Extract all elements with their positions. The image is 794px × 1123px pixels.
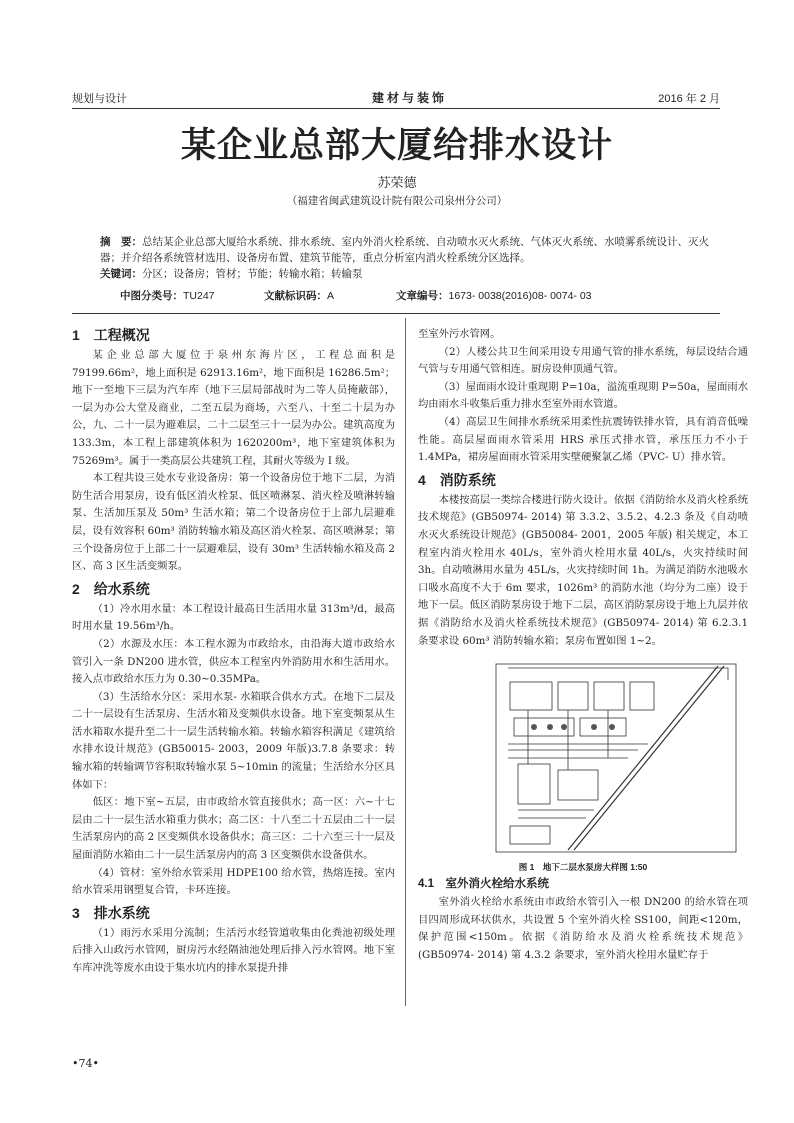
affiliation: （福建省闽武建筑设计院有限公司泉州分公司） — [286, 195, 508, 207]
abstract-body — [100, 234, 710, 266]
page-number: •74• — [72, 1057, 99, 1070]
paragraph: （4）管材：室外给水管采用 HDPE100 给水管，热熔连接。室内给水管采用钢塑复合管，卡环连接。 — [72, 866, 395, 897]
equipment-block — [630, 682, 654, 710]
abstract-text: 总结某企业总部大厦给水系统、排水系统、室内外消火栓系统、自动喷水灭火系统、气体灭火系统、水喷雾系统设计、灭火器；并介绍各系统管材选用、设备房布置、建筑节能等，重点分析室内消火栓系统分区选择。 — [100, 236, 709, 264]
pump-symbol — [547, 724, 553, 730]
journal-logo: 建材与装饰 — [372, 91, 448, 105]
article-number: 文章编号：1673- 0038(2016)08- 0074- 03 — [396, 290, 592, 302]
paragraph: （1）冷水用水量：本工程设计最高日生活用水量 313m³/d，最高时用水量 19.56m³/h。 — [72, 602, 395, 633]
pump-symbol — [531, 724, 537, 730]
pump-group — [580, 718, 626, 736]
header-section: 规划与设计 — [72, 93, 127, 105]
paragraph: （2）人楼公共卫生间采用设专用通气管的排水系统，每层设结合通气管与专用通气管相连。厨房设伸顶通气管。 — [418, 345, 748, 376]
pump-symbol — [609, 724, 615, 730]
abstract — [100, 234, 710, 282]
tank-block — [558, 770, 598, 800]
section-heading: 3 排水系统 — [72, 904, 150, 921]
paragraph: （1）雨污水采用分流制；生活污水经管道收集由化粪池初级处理后排入山政污水管网，厨房污水经隔油池处理后排入污水管网。地下室车库冲洗等废水由设于集水坑内的排水泵提升排 — [72, 926, 395, 974]
equipment-block — [558, 682, 588, 710]
tank-block — [518, 764, 550, 804]
column-divider — [405, 318, 406, 1006]
sump — [510, 826, 550, 844]
running-header — [72, 90, 720, 110]
right-column — [418, 326, 748, 964]
keywords: 分区；设备房；管材；节能；转输水箱；转输泵 — [142, 268, 363, 280]
paragraph: （3）生活给水分区：采用水泵- 水箱联合供水方式。在地下二层及二十一层设有生活泵房、生活水箱及变频供水设备。地下室变频泵从生活水箱取水提升至二十一层生活转输水箱。转输水箱容积满足《建筑给水排水设计规范》(GB50015- 2003，2009 年版)3.7.8 条要求：转输水箱的转输调节容积取转输水泵 5~10min 的流量；生活给水分区具体如下： — [72, 690, 395, 791]
article-title: 某企业总部大厦给排水设计 — [180, 125, 613, 166]
equipment-block — [594, 682, 624, 710]
header-rule — [72, 108, 720, 109]
floor-plan-svg — [418, 658, 748, 858]
section-heading: 1 工程概况 — [72, 327, 150, 343]
paragraph: 低区：地下室~五层，由市政给水管直接供水；高一区：六~十七层由二十一层生活水箱重力供水；高二区：十八至二十五层由二十一层生活泵房内的高 2 区变频供水设备供水；高三区：二十六至三十一层及屋面消防水箱由二十一层生活泵房内的高 3 区变频供水设备供水。 — [72, 796, 395, 862]
pump-symbol — [591, 724, 597, 730]
clc-number: 中图分类号：TU247 — [120, 290, 215, 302]
paragraph: 至室外污水管网。 — [418, 328, 501, 340]
pump-symbol — [561, 724, 567, 730]
doc-code: 文献标识码：A — [264, 290, 335, 302]
keywords-line — [100, 266, 710, 282]
keywords-label: 关键词： — [100, 268, 142, 280]
subsection-heading: 4.1 室外消火栓给水系统 — [418, 878, 549, 891]
paragraph: 某企业总部大厦位于泉州东海片区，工程总面积是 79199.66m²，地上面积是 62913.16m²，地下面积是 16286.5m²；地下一至地下三层为汽车库（地下三层局部战时为二等人员掩蔽部），一层为办公大堂及商业，二至五层为商场，六至八、十至二十层为办公，九、二十一层为避难层，二十二层至三十一层为办公。建筑高度为 133.3m，本工程上部建筑体积为 1620200m³，地下室建筑体积为 75269m³。属于一类高层公共建筑工程，其耐火等级为 I 级。 — [72, 349, 395, 467]
paragraph: （4）高层卫生间排水系统采用柔性抗震铸铁排水管，具有消音低噪性能。高层屋面雨水管采用 HRS 承压式排水管，承压压力不小于 1.4MPa，裙房屋面雨水管采用实壁硬聚氯乙烯（PVC- U）排水管。 — [418, 415, 748, 464]
section-heading: 4 消防系统 — [418, 471, 496, 488]
paragraph: 本工程共设三处水专业设备房：第一个设备房位于地下二层，为消防生活合用泵房，设有低区消火栓泵、低区喷淋泵、消火栓及喷淋转输泵、生活加压泵及 50m³ 生活水箱；第二个设备房位于上部九层避难层，设有效容积 60m³ 消防转输水箱及高区消火栓泵、高区喷淋泵；第三个设备房位于上部二十一层避难层，设有 30m³ 生活转输水箱及高 2 区、高 3 区生活变频泵。 — [72, 472, 395, 573]
abstract-label: 摘 要： — [100, 236, 142, 248]
author: 苏荣德 — [377, 176, 417, 191]
wall-line — [508, 668, 728, 680]
paragraph: 本楼按高层一类综合楼进行防火设计。依据《消防给水及消火栓系统技术规范》(GB50974- 2014) 第 3.3.2、3.5.2、4.2.3 条及《自动喷水灭火系统设计规范》(GB50084- 2001，2005 年版) 相关规定，本工程室内消火栓用水 40L/s，室外消火栓用水量 40L/s，火灾持续时间 3h。自动喷淋用水量为 45L/s，火灾持续时间 1h。为满足消防水池吸水口吸水高度不大于 6m 要求，1026m³ 的消防水池（均分为二座）设于地下一层。低区消防泵房设于地下二层，高区消防泵房设于地上九层并依据《消防给水及消火栓系统技术规范》(GB50974- 2014) 第 6.2.3.1 条要求设 60m³ 消防转输水箱；泵房布置如图 1~2。 — [418, 493, 748, 647]
figure-caption: 图 1 地下二层水泵房大样图 1:50 — [518, 862, 648, 873]
header-date: 2016 年 2 月 — [658, 93, 720, 105]
equipment-block — [510, 682, 552, 710]
section-heading: 2 给水系统 — [72, 580, 150, 597]
paragraph: （2）水源及水压：本工程水源为市政给水，由沿海大道市政给水管引入一条 DN200 进水管，供应本工程室内外消防用水和生活用水。接入点市政给水压力为 0.30~0.35MPa。 — [72, 637, 395, 686]
left-column — [72, 322, 395, 978]
pump-room-drawing — [418, 658, 748, 858]
abstract-rule — [72, 313, 720, 314]
paragraph: （3）屋面雨水设计重现期 P=10a，溢流重现期 P=50a，屋面雨水均由雨水斗收集后重力排水至室外雨水管道。 — [418, 380, 748, 411]
paragraph: 室外消火栓给水系统由市政给水管引入一根 DN200 的给水管在项目四周形成环状供水，共设置 5 个室外消火栓 SS100，间距<120m，保护范围<150m。依据《消防给水及消火栓系统技术规范》(GB50974- 2014) 第 4.3.2 条要求，室外消火栓用水量贮存于 — [418, 896, 748, 961]
